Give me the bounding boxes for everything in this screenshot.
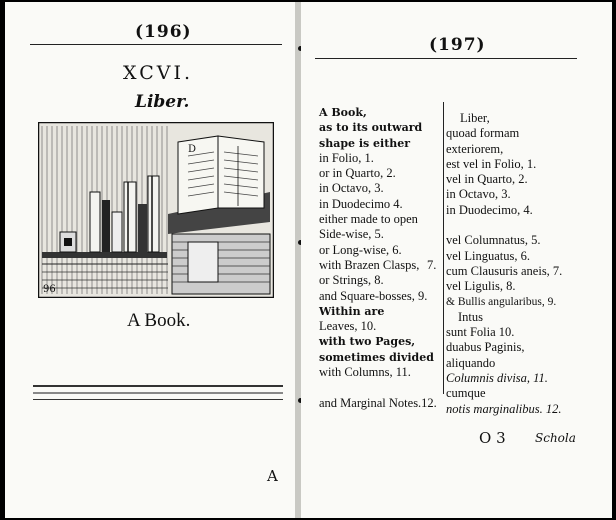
english-line: in Octavo, 3. xyxy=(319,181,384,196)
latin-line: est vel in Folio, 1. xyxy=(446,156,537,171)
latin-line: Intus xyxy=(458,309,483,324)
latin-line: exteriorem, xyxy=(446,141,504,156)
english-line: and Square-bosses, 9. xyxy=(319,288,428,303)
header-rule-right xyxy=(315,58,577,59)
plate-number: 96 xyxy=(43,284,56,295)
latin-line: vel Linguatus, 6. xyxy=(446,248,531,263)
latin-line: vel Ligulis, 8. xyxy=(446,279,516,294)
latin-line: in Duodecimo, 4. xyxy=(446,202,533,217)
decorative-rule-bottom xyxy=(33,399,283,400)
english-line: sometimes divided xyxy=(319,350,434,364)
english-line: and Marginal Notes.12. xyxy=(319,395,437,410)
english-line: with Columns, 11. xyxy=(319,365,411,380)
latin-line: sunt Folia 10. xyxy=(446,325,515,340)
english-line: A Book, xyxy=(319,106,367,119)
english-line: shape is either xyxy=(319,136,411,150)
latin-line: in Octavo, 3. xyxy=(446,187,511,202)
latin-line: Liber, xyxy=(460,111,490,125)
left-page xyxy=(5,2,295,518)
book-caption: A Book. xyxy=(127,310,191,331)
latin-line: vel in Quarto, 2. xyxy=(446,172,528,187)
english-line: Side-wise, 5. xyxy=(319,227,384,242)
column-divider xyxy=(443,102,444,394)
english-line: Within are xyxy=(319,304,385,318)
english-line: with Brazen Clasps, xyxy=(319,257,420,272)
latin-line: quoad formam xyxy=(446,126,520,141)
english-line: in Duodecimo 4. xyxy=(319,196,403,211)
catchword: Schola xyxy=(535,431,576,445)
page-number-right: (197) xyxy=(429,35,486,55)
latin-line: Columnis divisa, 11. xyxy=(446,371,548,386)
english-line: in Folio, 1. xyxy=(319,150,374,165)
latin-line: notis marginalibus. 12. xyxy=(446,401,562,416)
latin-column xyxy=(446,111,562,417)
latin-line: cumque xyxy=(446,386,486,401)
english-line xyxy=(319,380,437,395)
latin-line xyxy=(446,218,562,233)
latin-line: cum Clausuris aneis, 7. xyxy=(446,263,563,278)
english-line: as to its outward xyxy=(319,121,423,135)
english-line: or Strings, 8. xyxy=(319,273,384,288)
latin-line: duabus Paginis, xyxy=(446,340,525,355)
signature-right: O 3 xyxy=(479,429,506,447)
header-rule-left xyxy=(30,44,282,45)
english-line: or Long-wise, 6. xyxy=(319,242,402,257)
english-line: with two Pages, xyxy=(319,335,416,349)
signature-left: A xyxy=(267,467,278,485)
english-line: Leaves, 10. xyxy=(319,319,377,334)
english-line: either made to open xyxy=(319,212,418,227)
english-column xyxy=(319,105,437,411)
chapter-number: XCVI. xyxy=(123,62,193,84)
decorative-rule-top xyxy=(33,385,283,387)
right-page xyxy=(301,2,612,518)
latin-title: Liber. xyxy=(135,92,190,112)
number-seven-marker: 7. xyxy=(427,258,437,272)
english-line: or in Quarto, 2. xyxy=(319,166,396,181)
book-engraving xyxy=(38,122,274,298)
svg-text:D: D xyxy=(188,144,197,155)
latin-line: & Bullis angularibus, 9. xyxy=(446,295,557,308)
page-number-left: (196) xyxy=(135,22,192,42)
latin-line: vel Columnatus, 5. xyxy=(446,233,541,248)
decorative-rule-middle xyxy=(33,392,283,394)
latin-line: aliquando xyxy=(446,355,496,370)
